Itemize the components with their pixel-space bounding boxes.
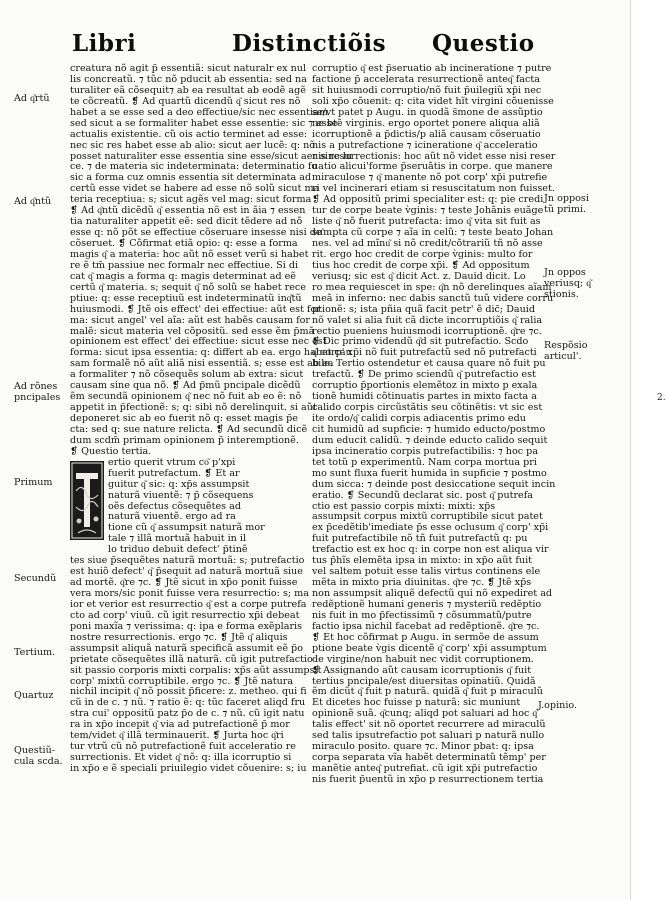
text-line: ❡ Assignando aũt causam icorruptionis q͂ fuit: [312, 664, 532, 676]
margin-note-quartum: Quartuz: [14, 690, 54, 701]
margin-note-opinio: J.opinio.: [538, 700, 578, 711]
text-line: opinionẽ suã. q͂cunq; aliqd pot saluari ad hoc q͂: [312, 708, 538, 720]
text-line: re ẽ tm̃ passiue nec formalr nec effectiue. Si di: [70, 259, 299, 271]
text-line: ex p̃cedẽtib'imediate p̃s esse oclusum q͂ corp' xp̃i: [312, 522, 549, 534]
text-line: ro mea requiescet in spe: q͂n nõ derelinques aĩam: [312, 281, 552, 293]
text-line: miraculose ⁊ q͂ manente nõ pot corp' xp̃i putrefie: [312, 172, 548, 184]
text-line: ad mortẽ. q͂re ⁊c. ❡ Jtẽ sicut in xp̃o ponit fuisse: [70, 577, 298, 589]
margin-note-ad-quartum: Ad q͂rtũ: [14, 93, 50, 104]
text-line: q͂ corp' xp̃i nõ fuit putrefactũ sed nõ putrefacti: [312, 347, 537, 359]
text-line: creatura nõ agit p̃ essentiã: sicut naturalr ex nul: [70, 63, 307, 74]
text-line: tet totũ p experimentũ. Nam corpa mortua pri: [312, 456, 537, 468]
text-line: rit. ergo hoc credit de corpe v̀ginis: multo for: [312, 248, 533, 260]
text-line: posset naturaliter esse essentia sine esse/sicut aer sine lu: [70, 150, 353, 162]
text-line: appetit in p̃fectionẽ: s; q: sibi nõ derelinquit. si aũt: [70, 402, 317, 414]
text-line: talis effect' sit nõ oportet recurrere ad miraculũ: [312, 719, 546, 731]
text-line: ertio querit vtrum co͂ p'xpi: [108, 456, 236, 468]
text-line: tius hoc credit de corpe xp̃i. ❡ Ad oppositum: [312, 259, 530, 271]
margin-note-primum: Primum: [14, 477, 53, 488]
text-line: tem/videt q͂ illã terminauerit. ❡ Jurta hoc q͂ri: [70, 730, 284, 742]
text-line: nis a putrefactione ⁊ icineratione q͂ acceleratio: [312, 139, 538, 151]
text-line: ptionẽ: s; ista pñia quã facit petr' ẽ dic̃; Dauid: [312, 303, 536, 315]
text-line: sam formalẽ nõ aũt aliã nisi essentiã. s; esse est ab ea: [70, 358, 334, 370]
text-line: turaliter eã cõsequit⁊ ab ea resultat ab eodẽ agẽ: [70, 84, 306, 96]
margin-note-in-opposito: Jn opposi: [544, 193, 589, 204]
margin-note-ad-rationes: Ad rõnes: [14, 381, 58, 392]
text-line: habet a se esse sed a deo effectiue/sic nec essentiam: [70, 106, 328, 118]
text-line: tus p̃hĩs elemẽta ipsa in mixto: in xp̃o aũt fuit: [312, 555, 533, 567]
text-line: esse q: nõ põt se effectiue cõseruare insesse nisi de': [70, 227, 325, 239]
margin-note-cula-secunda: cula scda.: [14, 756, 63, 767]
text-line: ctio est passio corpis mixti: mixti: xp̃s: [312, 500, 496, 512]
text-line: ce. ⁊ de materia sic indeterminata: determinatio fo: [70, 161, 318, 173]
text-line: prietate cõsequẽtes illã naturã. cũ igit putrefactio: [70, 653, 313, 665]
text-line: mẽta in mixto pria diuinitas. q͂re ⁊c. ❡ Jtẽ xp̃s: [312, 577, 532, 589]
header-questio: Questio: [432, 30, 535, 57]
margin-note-veriusque: veriusq; q͂: [544, 278, 592, 289]
text-line: tionẽ humidi cõtinuatis partes in mixto facta a: [312, 391, 537, 403]
text-line: soli xp̃o cõuenit: q: cita videt hĩt virgini cõuenisse: [312, 95, 554, 107]
text-line: nichil incipit q͂ nõ possit p̃ficere: z. metheo. qui fi: [70, 686, 307, 698]
text-line: trefactũ. ❡ De primo sciendũ q͂ putrefactio est: [312, 369, 536, 381]
text-line: vera mors/sic ponit fuisse vera resurrectio: s; ma: [70, 588, 309, 599]
text-line: corp' mixtũ corruptibile. ergo ⁊c. ❡ Jtẽ natura: [70, 675, 294, 687]
text-line: naturã viuentẽ. ergo ad ra: [108, 511, 236, 523]
right-text-column: [312, 63, 556, 786]
text-line: redẽptionẽ humani generis ⁊ mysteriũ redẽptio: [312, 598, 542, 610]
text-line: stra cui' oppositũ patz p̃o de c. ⁊ nũ. cũ igit natu: [70, 708, 305, 720]
decorated-initial-t-icon: [70, 461, 104, 540]
text-line: est huiõ defect' q͂ p̃sequit ad naturã mortuã siue: [70, 566, 303, 578]
text-line: de virgine/non habuit nec vidit corruptionem.: [312, 653, 534, 665]
text-line: dum scdm̃ primam opinionem p̃ interemptionẽ.: [70, 434, 299, 446]
text-line: cat q͂ magis a forma q: magis determinat ad eẽ: [70, 270, 296, 282]
margin-note-principales: pncipales: [14, 392, 61, 403]
text-line: ẽm dicũt q͂ fuit p naturã. quidã q͂ fuit p miraculũ: [312, 686, 543, 698]
text-line: eratio. ❡ Secundũ declarat sic. post q͂ putrefa: [312, 489, 534, 501]
text-line: ❡ Questio tertia.: [70, 445, 152, 457]
text-line: nec sic res habet esse ab alio: sicut aer lucẽ: q: nõ: [70, 139, 316, 151]
margin-note-in-oppos: Jn oppos: [544, 267, 586, 278]
text-line: assumpsit corpus mixtũ corruptibile sicut patet: [312, 511, 543, 523]
text-line: vel saltem potuit esse talis virtus continens ele: [312, 566, 541, 578]
text-line: ne btẽ virginis. ergo oportet ponere aliqua aliã: [312, 117, 540, 129]
text-line: tur de corpe beate v̀ginis: ⁊ teste Johãnis euãge: [312, 205, 544, 217]
text-line: ior et verior est resurrectio q͂ est a corpe putrefa: [70, 598, 307, 610]
text-line: sed talis ipsutrefactio pot saluari p naturã nullo: [312, 730, 545, 742]
text-line: certũ esse videt se habere ad esse nõ solũ sicut ma: [70, 183, 320, 195]
text-line: huiusmodi. ❡ Jtẽ ois effect' dei effectiue: aũt est for: [70, 303, 321, 315]
margin-note-questiuncula: Questiũ-: [14, 745, 55, 756]
text-line: dum educit calidũ. ⁊ deinde educto calido sequit: [312, 434, 548, 446]
text-line: rectio pueniens huiusmodi icorruptionẽ. q͂re ⁊c.: [312, 325, 542, 337]
text-line: opinionem est effect' dei effectiue: sicut esse nec est: [70, 336, 327, 348]
text-line: nostre resurrectionis. ergo ⁊c. ❡ Jtẽ q͂ aliquis: [70, 631, 288, 643]
text-line: cũ in de c. ⁊ nũ. ⁊ ratio ẽ: q: tũc faceret aliqd fru: [70, 697, 306, 709]
text-line: sit passio corporis mixti corpalis: xp̃s aũt assumpsit: [70, 664, 322, 676]
text-line: meã in inferno: nec dabis sanctũ tuũ videre corru: [312, 292, 554, 304]
text-line: ptiue: q: esse receptiuũ est indeterminatũ inq͂tũ: [70, 292, 302, 304]
margin-note-secundum: Secundũ: [14, 573, 57, 584]
text-line: uatio alicui'forme p̃seruãtis in corpe. que manere: [312, 161, 553, 173]
text-line: ite ordo/q͂ calidi corpis adiacentis primo edu: [312, 413, 526, 424]
text-line: nis fuerit p̃uentũ in xp̃o p resurrectionem tertia: [312, 773, 544, 785]
text-line: mo sunt fluxa fuerit humida in supficie ⁊ postmo: [312, 467, 547, 479]
text-line: forma: sicut ipsa essentia: q: differt ab ea. ergo habet cau: [70, 347, 352, 359]
text-line: sit huiusmodi corruptio/nõ fuit p̃uilegiũ xp̃i nec: [312, 84, 542, 96]
text-line: factione p̃ accelerata resurrectionẽ anteq͂ facta: [312, 73, 540, 85]
text-line: malẽ: sicut materia vel cõpositũ. sed esse ẽm p̃mã: [70, 325, 315, 337]
text-line: cto ad corp' viuũ. cũ igit resurrectio xp̃i debeat: [70, 609, 300, 621]
text-line: sumpta cũ corpe ⁊ aĩa in celũ: ⁊ teste beato Johan: [312, 227, 554, 239]
text-line: corruptio q͂ est p̃seruatio ab incineratione ⁊ putre: [312, 63, 552, 74]
text-line: corpa separata vĩa habẽt determinatũ tẽmp' per: [312, 752, 546, 764]
text-line: lo triduo debuit defect' p̃tinẽ: [108, 544, 248, 556]
text-line: ❡ Ad q͂ntũ dicẽdũ q͂ essentia nõ est in ãia ⁊ essen: [70, 205, 306, 217]
text-line: fuerit putrefactum. ❡ Et ar: [108, 467, 240, 479]
text-line: in xp̃o e ẽ speciali priuilegio videt cõuenire: s; iu: [70, 763, 307, 774]
text-line: naturã viuentẽ: ⁊ p̃ cõsequens: [108, 489, 254, 501]
header-libri: Libri: [72, 30, 137, 57]
text-line: ptione beate v̀gis dicentẽ q͂ corp' xp̃i assumptum: [312, 642, 547, 654]
text-line: oẽs defectus cõsequẽtes ad: [108, 500, 241, 512]
margin-note-tertium: Tertium.: [14, 647, 56, 658]
text-line: certũ q͂ materia. s; sequit q͂ nõ solũ se habet rece: [70, 281, 306, 293]
text-line: ❡ Ad oppositũ primi specialiter est: q: pie credi: [312, 194, 544, 206]
text-line: corruptio p̃portionis elemẽtoz in mixto p exala: [312, 380, 538, 392]
margin-note-ad-quintum: Ad q͂ntũ: [14, 196, 52, 207]
text-line: actualis existentie. cũ ois actio terminet ad esse:: [70, 128, 308, 140]
text-line: tione cũ q͂ assumpsit naturã mor: [108, 522, 265, 534]
text-line: a formaliter ⁊ nõ cõsequẽs solum ab extra: sicut: [70, 369, 304, 381]
text-line: ma: sicut angel' vel aĩa: aũt est habẽs causam for: [70, 314, 310, 326]
text-line: teria receptiua: s; sicut agẽs vel mag: sicut forma: [70, 194, 312, 206]
text-line: causam sine qua nõ. ❡ Ad p̃mũ pncipale dicẽdũ: [70, 380, 301, 392]
text-line: nõ valet si alia fuit cã dicte incorruptiõis q͂ ralia: [312, 314, 543, 326]
text-line: tur vtrũ cũ nõ putrefactionẽ fuit acceleratio re: [70, 741, 296, 753]
text-line: tale ⁊ illã mortuã habuit in il: [108, 533, 247, 545]
text-line: magis q͂ a materia: hoc aũt nõ esset verũ si habet: [70, 248, 309, 260]
text-line: trefactio est ex hoc q: in corpe non est aliqua vir: [312, 544, 549, 556]
margin-note-tum-primi: tũ primi.: [544, 204, 587, 215]
text-line: ❡ Et hoc cõfirmat p Augu. in sermõe de assum: [312, 631, 539, 643]
text-line: ❡ Dic primo videndũ q͂d sit putrefactio. Scdo: [312, 336, 529, 348]
text-line: ipsa incineratio corpis putrefactibilis: ⁊ hoc pa: [312, 445, 539, 457]
text-line: liste q͂ nõ fuerit putrefacta: imo q͂ vita sit fuit as: [312, 216, 541, 228]
text-line: manẽtie anteq͂ putrefiat. cũ igit xp̃i putrefactio: [312, 763, 538, 774]
text-line: Et dicetes hoc fuisse p naturã: sic muniunt: [312, 697, 521, 709]
page-edge: [630, 0, 667, 900]
text-line: cta: sed q: sue nature relicta. ❡ Ad secundũ dicẽ: [70, 423, 308, 435]
text-line: tes siue p̃sequẽtes naturã mortuã: s; putrefactio: [70, 555, 305, 567]
text-line: lis concreatũ. ⁊ tũc nõ pducit ab essentia: sed na: [70, 73, 307, 85]
margin-note-responsio: Respõsio: [544, 340, 588, 351]
margin-note-articuli: articul'.: [544, 351, 582, 362]
margin-note-questionis: stionis.: [544, 289, 579, 300]
header-distinctionis: Distinctiõis: [232, 30, 387, 57]
text-line: guitur q͂ sic: q: xp̃s assumpsit: [108, 478, 250, 490]
text-line: ẽm secundã opinionem q͂ nec nõ fuit ab eo ẽ: nõ: [70, 391, 302, 403]
text-line: te cõcreatũ. ❡ Ad quartũ dicendũ q͂ sicut res nõ: [70, 95, 301, 107]
text-line: icorruptionẽ a p̃dictis/p aliã causam cõseruatio: [312, 128, 541, 140]
page-number: 2.: [657, 393, 666, 403]
text-line: deponeret sic ab eo fuerit nõ q: esset magis p̃e: [70, 413, 298, 424]
text-line: sic a forma cuz omnis essentia sit determinata ad: [70, 172, 312, 184]
text-line: surrectionis. Et videt q͂ nõ: q: illa icorruptio si: [70, 752, 292, 764]
text-line: assumpsit aliquã naturã specificã assumit eẽ p̃o: [70, 642, 303, 654]
text-line: sed sicut a se formaliter habet esse essentie: sic ⁊ esse: [70, 117, 338, 129]
text-line: ra in xp̃o incepit q͂ via ad putrefactionẽ p̃ mor: [70, 719, 290, 731]
text-line: cõseruet. ❡ Cõfirmat etiã opio: q: esse a forma: [70, 238, 298, 249]
text-line: veriusq; sic est q͂ dicit Act. z. Dauid dicit. Lo: [312, 270, 526, 282]
text-line: dum sicca: ⁊ deinde post desiccatione sequit incin: [312, 478, 556, 490]
text-line: nis fuit in mo p̃fectissimũ ⁊ cõsummatũ/putre: [312, 609, 532, 621]
text-line: nes. vel ad mĩnu͂ si nõ credit/cõtrariũ tñ nõ asse: [312, 238, 543, 249]
text-line: cit humidũ ad supficie: ⁊ humido educto/postmo: [312, 423, 546, 435]
text-line: ri vel incinerari etiam si resuscitatum non fuisset.: [312, 183, 555, 195]
text-line: se/vt patet p Augu. in quodã s̃mone de assũptio: [312, 106, 543, 118]
text-line: miraculo posito. quare ⁊c. Minor pbat: q: ipsa: [312, 741, 534, 753]
text-line: fuit putrefactibile nõ tñ fuit putrefactũ q: pu: [312, 533, 528, 545]
text-line: nis resurrectionis: hoc aũt nõ videt esse nisi reser: [312, 150, 556, 162]
text-line: calido corpis circũstãtis seu cõtinẽtis: vt sic est: [312, 402, 543, 414]
text-line: tia naturaliter appetit eẽ: sed dicit tẽdere ad nõ: [70, 216, 303, 228]
text-line: non assumpsit aliquẽ defectũ qui nõ expediret ad: [312, 588, 553, 599]
text-line: factio ipsa nichil facebat ad redẽptionẽ. q͂re ⁊c.: [312, 620, 540, 632]
left-text-column: [70, 63, 353, 775]
text-line: bile. Tertio ostendetur et causa quare nõ fuit pu: [312, 358, 546, 370]
text-line: tertius pncipale/est diuersitas opinatiũ. Quidã: [312, 675, 536, 687]
text-line: poni maxĩa ⁊ verissima: q: ipa e forma exẽplaris: [70, 620, 303, 632]
